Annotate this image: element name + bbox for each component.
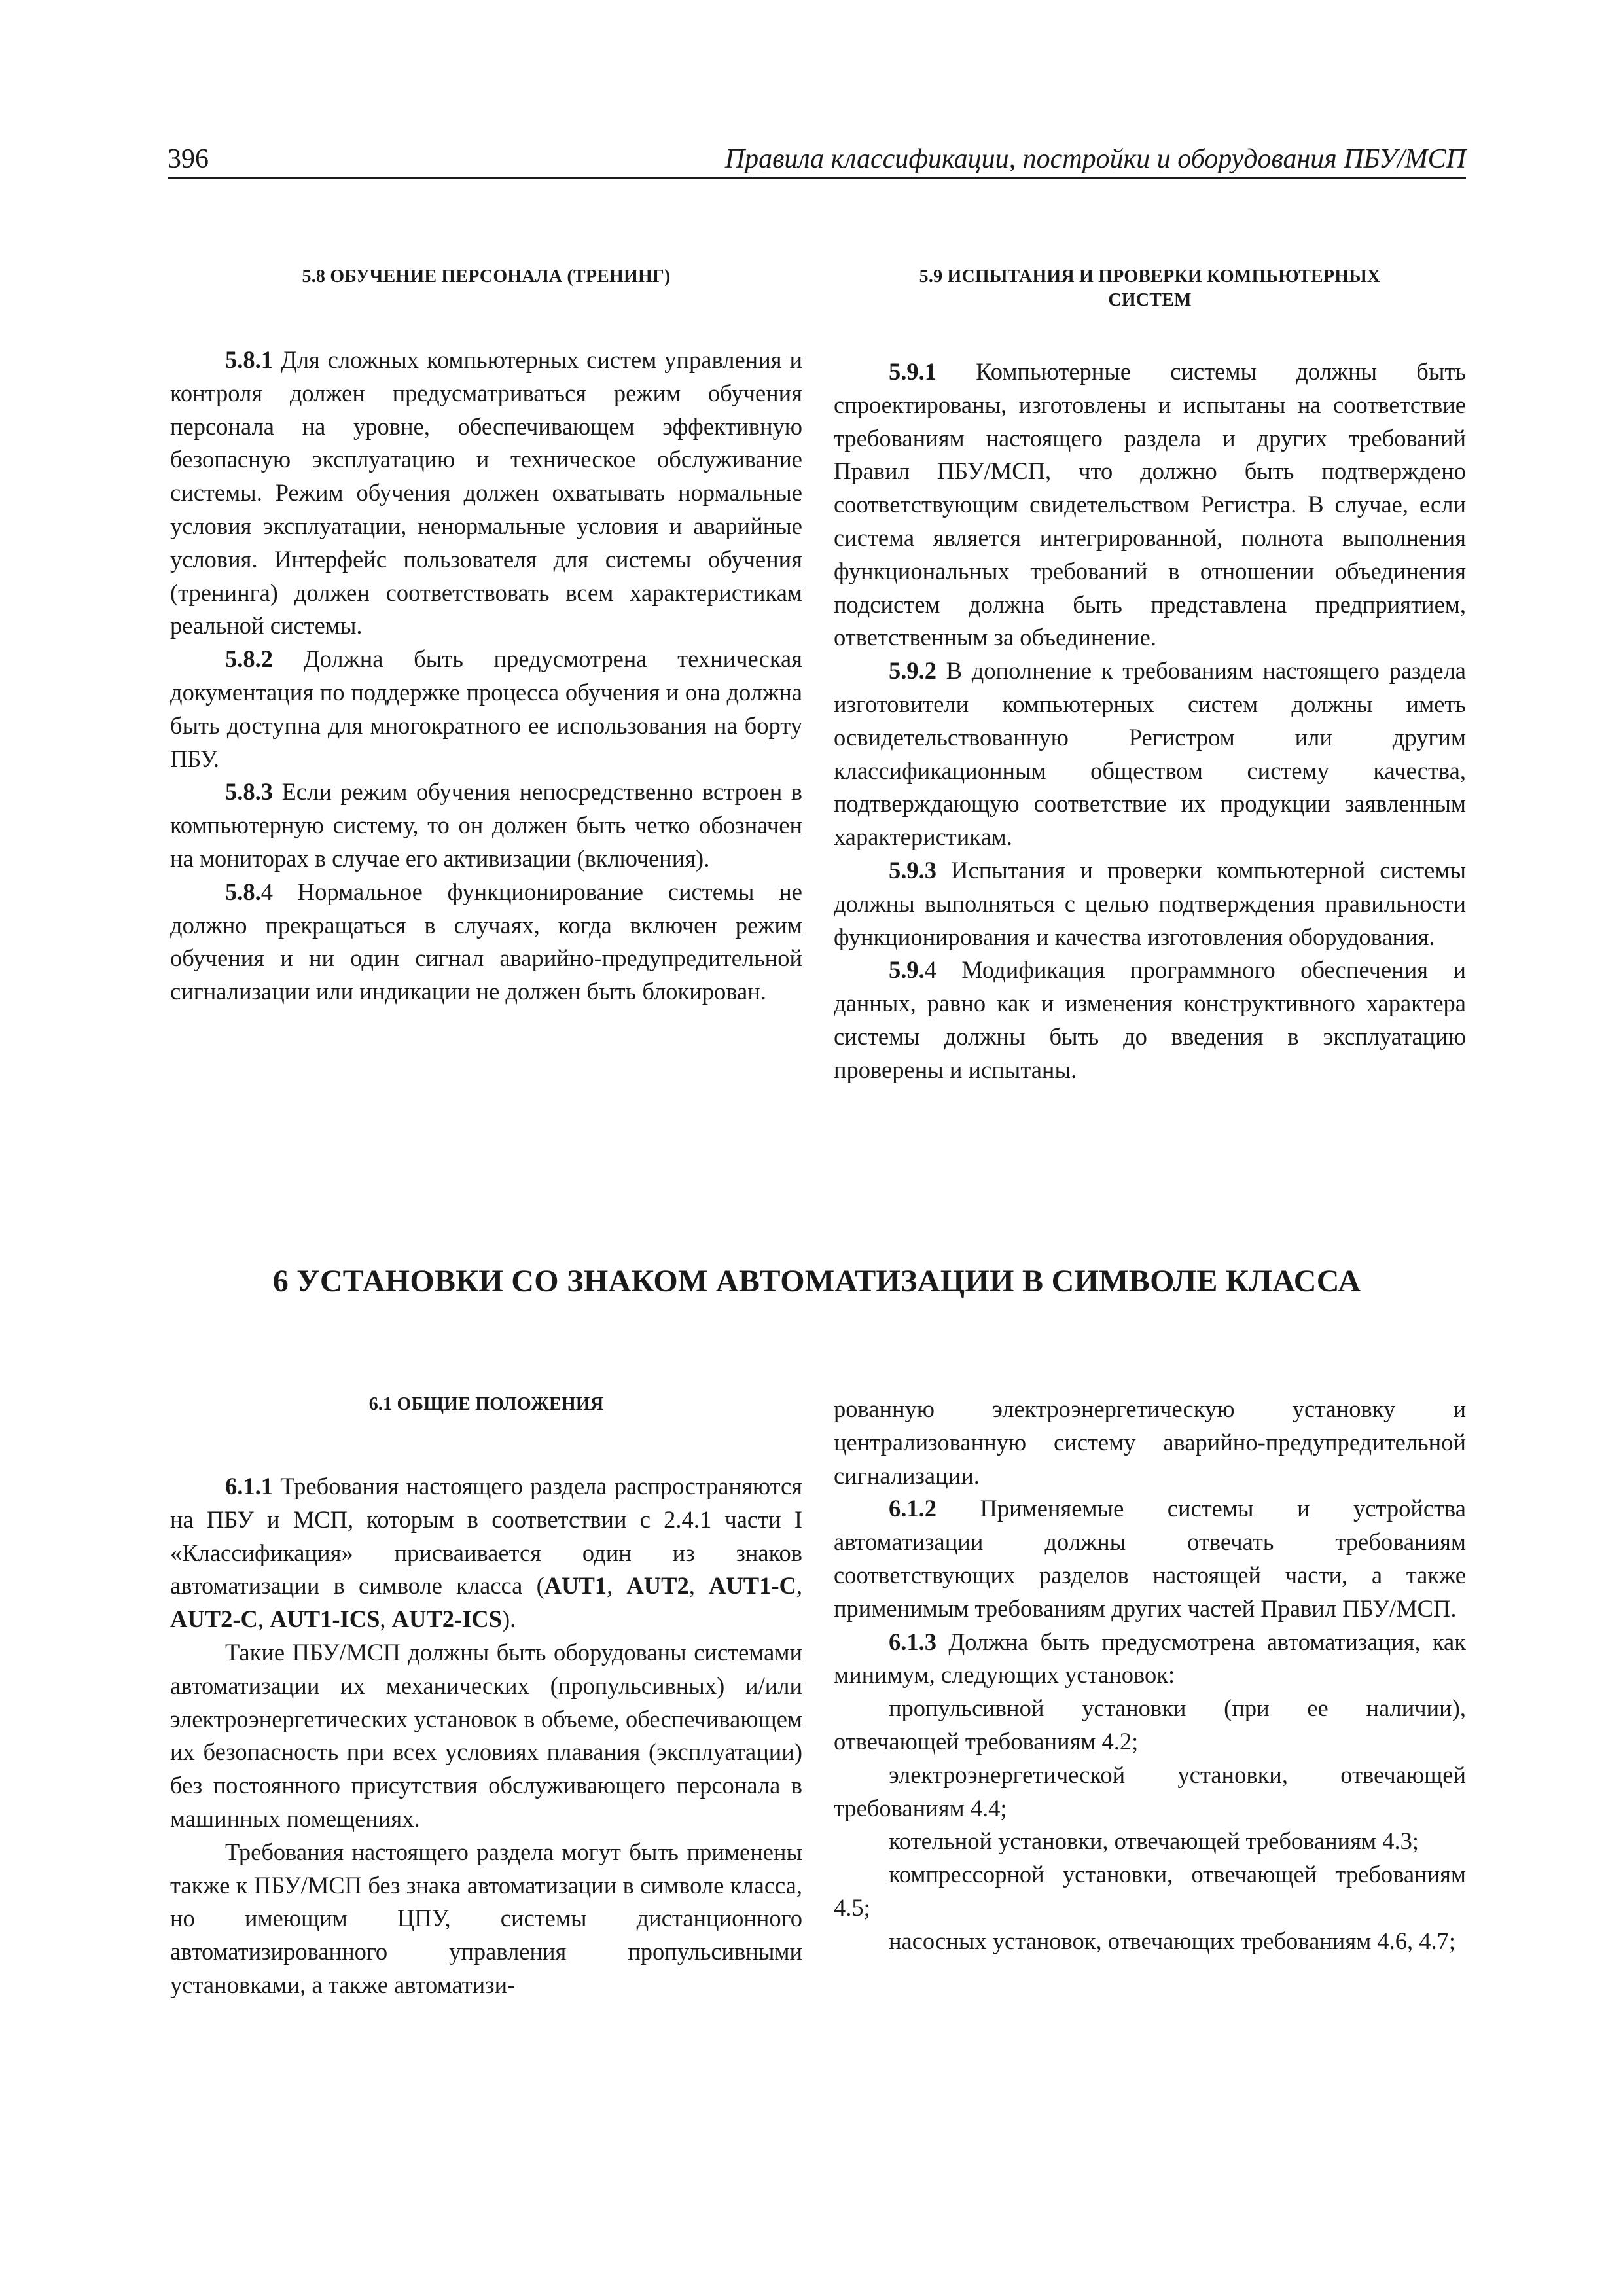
paragraph-number: 5.9.2 [889,657,936,685]
paragraph-6-1-1-c-continued: рованную электроэнергетическую установку и централизованную систему аварийно-предупредительной сигнализации. [834,1395,1466,1489]
paragraph-6-1-2: 6.1.2 Применяемые системы и устройства автоматизации должны отвечать требованиям соответствующих разделов настоящей части, а также применимым требованиям других частей Правил ПБУ/МСП. [834,1495,1466,1622]
list-item: пропульсивной установки (при ее наличии), отвечающей требованиям 4.2; [834,1695,1466,1755]
running-title: Правила классификации, постройки и оборудования ПБУ/МСП [724,144,1466,174]
automation-mark: AUT1-ICS [270,1605,380,1633]
paragraph-5-8-4: 5.8.4 Нормальное функционирование системы не должно прекращаться в случаях, когда включен режим обучения и ни один сигнал аварийно-предупредительной сигнализации или индикации не должен быть блокирован. [170,878,802,1005]
section-5-9 [834,265,1466,1087]
paragraph-number: 6.1.3 [889,1628,936,1655]
paragraph-number: 6.1.2 [889,1495,936,1522]
paragraph-6-1-1-c: Требования настоящего раздела могут быть применены также к ПБУ/МСП без знака автоматизации в символе класса, но имеющим ЦПУ, системы дистанционного автоматизированного управления пропульсивными установками, а также автоматизи- [170,1838,802,1998]
running-header [168,143,1466,175]
paragraph-number: 5.9. [889,956,925,984]
paragraph-6-1-1-b: Такие ПБУ/МСП должны быть оборудованы системами автоматизации их механических (пропульсивных) и/или электроэнергетических установок в объеме, обеспечивающем их безопасность при всех условиях плавания (эксплуатации) без постоянного присутствия обслуживающего персонала в машинных помещениях. [170,1638,802,1832]
page-number: 396 [168,144,209,174]
list-item: насосных установок, отвечающих требованиям 4.6, 4.7; [889,1927,1455,1954]
section-heading: 5.8 ОБУЧЕНИЕ ПЕРСОНАЛА (ТРЕНИНГ) [302,266,671,287]
paragraph-number: 5.8.1 [225,346,273,373]
list-item: компрессорной установки, отвечающей требованиям 4.5; [834,1861,1466,1921]
automation-mark: AUT2-C [170,1605,258,1633]
section-6-1 [170,1393,802,2002]
paragraph-5-9-2: 5.9.2 В дополнение к требованиям настоящего раздела изготовители компьютерных систем должны иметь освидетельствованную Регистром или другим классификационным обществом систему качества, подтверждающую соответствие их продукции заявленным характеристикам. [834,657,1466,851]
paragraph-5-8-2: 5.8.2 Должна быть предусмотрена техническая документация по поддержке процесса обучения и она должна быть доступна для многократного ее использования на борту ПБУ. [170,645,802,772]
automation-mark: AUT1 [544,1572,607,1600]
section-heading: 6.1 ОБЩИЕ ПОЛОЖЕНИЯ [368,1394,604,1414]
automation-mark: AUT1-C [709,1572,796,1600]
paragraph-5-9-1: 5.9.1 Компьютерные системы должны быть спроектированы, изготовлены и испытаны на соответствие требованиям настоящего раздела и других требований Правил ПБУ/МСП, что должно быть подтверждено соответствующим свидетельством Регистра. В случае, если система является интегрированной, полнота выполнения функциональных требований в отношении объединения подсистем должна быть представлена предприятием, ответственным за объединение. [834,358,1466,651]
paragraph-5-8-1: 5.8.1 Для сложных компьютерных систем управления и контроля должен предусматриваться режим обучения персонала на уровне, обеспечивающем эффективную безопасную эксплуатацию и техническое обслуживание системы. Режим обучения должен охватывать нормальные условия эксплуатации, ненормальные условия и аварийные условия. Интерфейс пользователя для системы обучения (тренинга) должен соответствовать всем характеристикам реальной системы. [170,346,802,639]
section-heading: 5.9 ИСПЫТАНИЯ И ПРОВЕРКИ КОМПЬЮТЕРНЫХ СИСТЕМ [919,266,1381,310]
paragraph-number: 5.9.3 [889,856,936,884]
chapter-title: 6 УСТАНОВКИ СО ЗНАКОМ АВТОМАТИЗАЦИИ В СИМВОЛЕ КЛАССА [272,1264,1361,1299]
section-6-1-continued [834,1393,1466,1958]
paragraph-number: 5.8.2 [225,645,273,673]
paragraph-number: 5.9.1 [889,358,936,385]
automation-mark: AUT2-ICS [391,1605,503,1633]
paragraph-6-1-1: 6.1.1 Требования настоящего раздела распространяются на ПБУ и МСП, которым в соответствии с 2.4.1 части I «Классификация» присваивается один из знаков автоматизации в символе класса (AUT1, AUT2, AUT1-C, AUT2-C, AUT1-ICS, AUT2-ICS). [170,1473,802,1633]
paragraph-5-9-4: 5.9.4 Модификация программного обеспечения и данных, равно как и изменения конструктивного характера системы должны быть до введения в эксплуатацию проверены и испытаны. [834,956,1466,1083]
section-5-8 [170,265,802,1009]
paragraph-6-1-3: 6.1.3 Должна быть предусмотрена автоматизация, как минимум, следующих установок: [834,1628,1466,1689]
paragraph-5-9-3: 5.9.3 Испытания и проверки компьютерной системы должны выполняться с целью подтверждения правильности функционирования и качества изготовления оборудования. [834,856,1466,950]
paragraph-number: 5.8.3 [225,778,273,806]
paragraph-number: 6.1.1 [225,1473,273,1499]
list-item: электроэнергетической установки, отвечающей требованиям 4.4; [834,1761,1466,1821]
automation-mark: AUT2 [626,1572,689,1600]
paragraph-number: 5.8. [225,878,261,905]
paragraph-5-8-3: 5.8.3 Если режим обучения непосредственно встроен в компьютерную систему, то он должен быть четко обозначен на мониторах в случае его активизации (включения). [170,778,802,872]
header-rule [168,177,1466,179]
list-item: котельной установки, отвечающей требованиям 4.3; [889,1827,1419,1855]
